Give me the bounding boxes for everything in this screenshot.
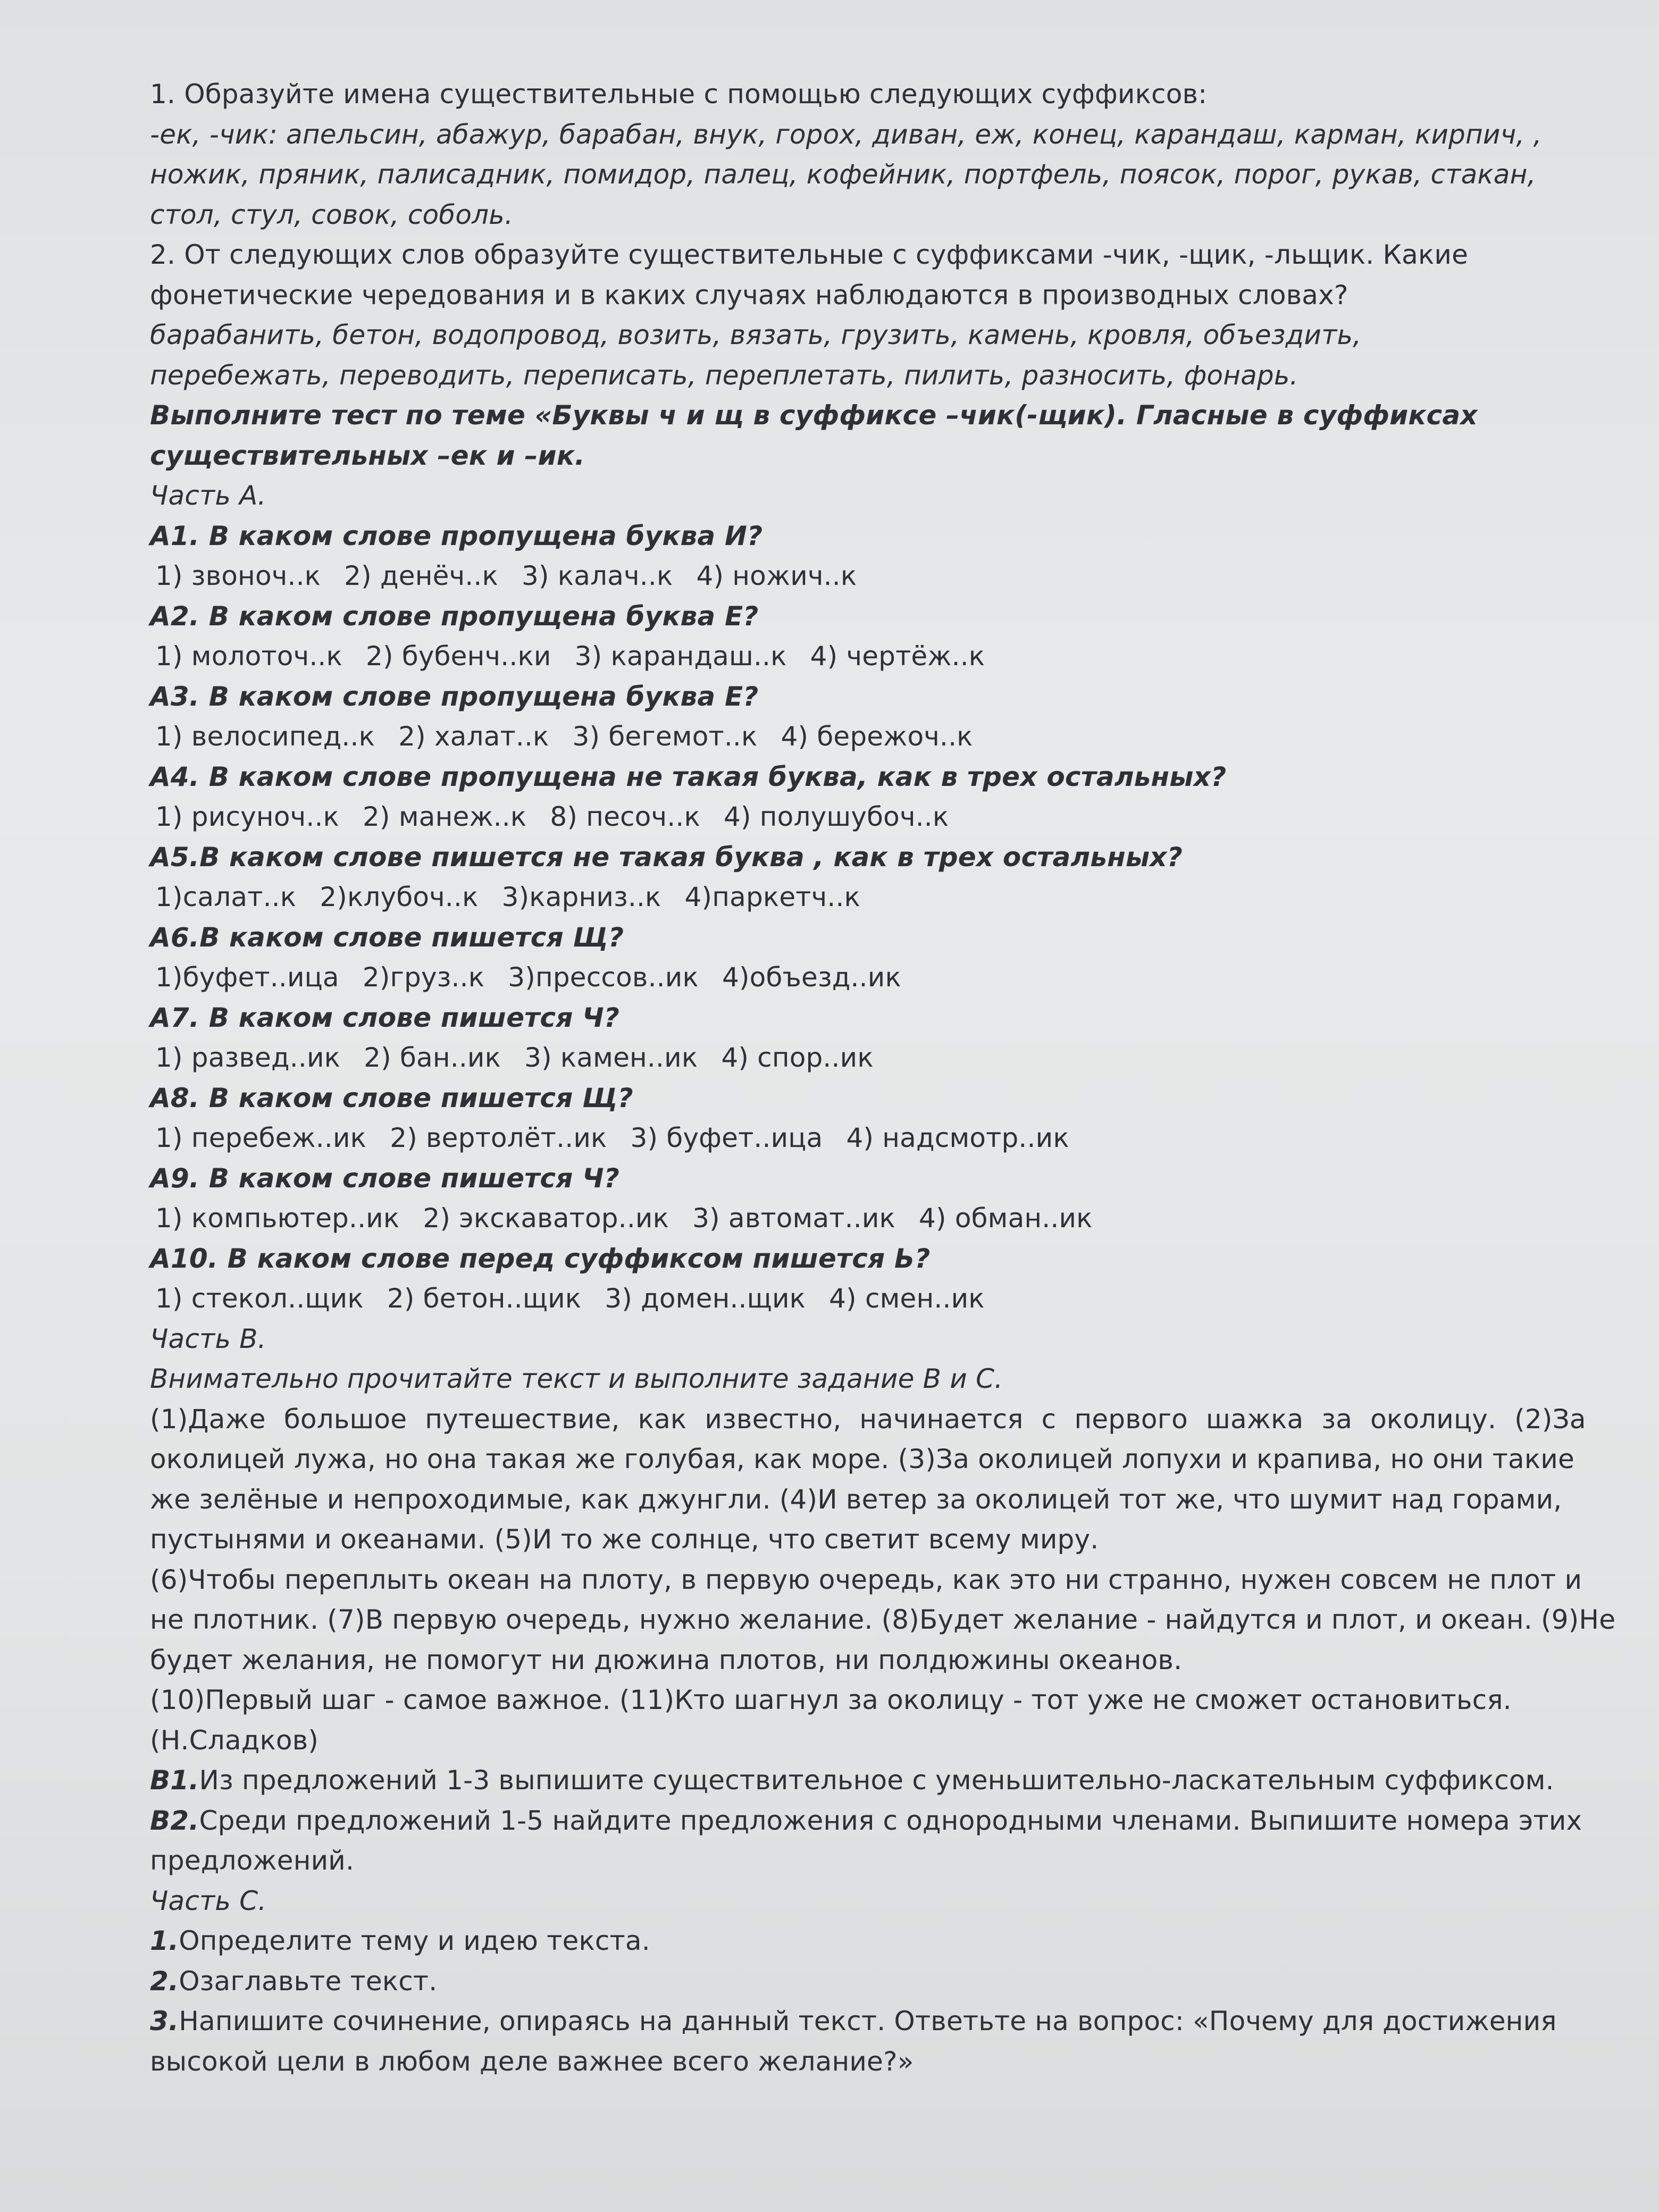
task-c1 <box>150 1921 1618 1962</box>
option: 4) полушубоч..к <box>723 801 949 832</box>
option: 2) бубенч..ки <box>366 641 551 672</box>
question-a10: А10. В каком слове перед суффиксом пишется Ь? <box>150 1243 931 1274</box>
text-line-3: же зелёные и непроходимые, как джунгли. (4)И ветер за околицей тот же, что шумит над горами, <box>150 1484 1562 1515</box>
option: 3) домен..щик <box>605 1283 806 1314</box>
option: 2) экскаватор..ик <box>423 1203 669 1234</box>
option: 8) песоч..к <box>550 801 700 832</box>
option: 1) рисуноч..к <box>155 801 339 832</box>
option: 2) манеж..к <box>363 801 527 832</box>
task-b1-text: Из предложений 1-3 выпишите существительное с уменьшительно-ласкательным суффиксом. <box>199 1765 1554 1796</box>
option: 1) стекол..щик <box>155 1283 364 1314</box>
test-title-line-2: существительных –ек и –ик. <box>150 440 585 471</box>
option: 2) бетон..щик <box>387 1283 582 1314</box>
options-a7 <box>150 1038 1618 1078</box>
option: 4) бережоч..к <box>781 721 973 752</box>
task2-words-line-2: перебежать, переводить, переписать, переплетать, пилить, разносить, фонарь. <box>150 359 1298 391</box>
option: 3) бегемот..к <box>572 721 758 752</box>
task-c2 <box>150 1962 1618 2002</box>
text-line-8: (10)Первый шаг - самое важное. (11)Кто шагнул за околицу - тот уже не сможет остановиться. <box>150 1685 1512 1715</box>
option: 1)салат..к <box>155 882 297 912</box>
task1-title: 1. Образуйте имена существительные с помощью следующих суффиксов: <box>150 79 1208 110</box>
task-c2-label: 2. <box>150 1965 179 1997</box>
option: 4) обман..ик <box>919 1203 1093 1234</box>
task-b2 <box>150 1801 1618 1841</box>
part-b-label: Часть В. <box>150 1323 266 1354</box>
option: 3) буфет..ица <box>630 1122 823 1153</box>
task2-words-line-1: барабанить, бетон, водопровод, возить, вязать, грузить, камень, кровля, объездить, <box>150 320 1362 350</box>
options-a4 <box>150 797 1618 837</box>
option: 2)груз..к <box>362 962 485 993</box>
task-c2-text: Озаглавьте текст. <box>179 1965 438 1997</box>
text-line-7: будет желания, не помогут ни дюжина плотов, ни полдюжины океанов. <box>150 1644 1183 1675</box>
task1-words-line-3: стол, стул, совок, соболь. <box>150 199 514 230</box>
option: 1) развед..ик <box>155 1042 341 1073</box>
text-line-1: (1)Даже большое путешествие, как известно, начинается с первого шажка за околицу. (2)За <box>150 1403 1586 1435</box>
option: 4) смен..ик <box>829 1283 985 1314</box>
option: 2) денёч..к <box>344 560 498 591</box>
task-c3 <box>150 2001 1618 2042</box>
option: 3)прессов..ик <box>508 962 699 993</box>
part-b-instruction: Внимательно прочитайте текст и выполните задание В и С. <box>150 1363 1003 1394</box>
option: 4) чертёж..к <box>810 641 985 672</box>
text-line-4: пустынями и океанами. (5)И то же солнце, что светит всему миру. <box>150 1524 1099 1555</box>
option: 1) компьютер..ик <box>155 1203 400 1234</box>
question-a1: А1. В каком слове пропущена буква И? <box>150 520 763 551</box>
text-author: (Н.Сладков) <box>150 1724 319 1756</box>
task2-title-line-2: фонетические чередования и в каких случаях наблюдаются в производных словах? <box>150 279 1348 311</box>
options-a2 <box>150 636 1618 677</box>
option: 1) звоноч..к <box>155 560 321 591</box>
task-b1-label: В1. <box>150 1765 199 1796</box>
options-a8 <box>150 1118 1618 1159</box>
option: 2) бан..ик <box>364 1042 501 1073</box>
option: 4) ножич..к <box>696 560 857 591</box>
question-a8: А8. В каком слове пишется Щ? <box>150 1082 633 1113</box>
options-a1 <box>150 556 1618 597</box>
task-b2-continuation: предложений. <box>150 1845 355 1876</box>
task-c1-text: Определите тему и идею текста. <box>179 1925 650 1956</box>
option: 2) халат..к <box>398 721 549 752</box>
option: 3) карандаш..к <box>574 641 787 672</box>
task-c3-label: 3. <box>150 2006 179 2037</box>
option: 4) надсмотр..ик <box>846 1122 1069 1153</box>
task1-words-line-2: ножик, пряник, палисадник, помидор, палец, кофейник, портфель, поясок, порог, рукав, стакан, <box>150 159 1536 190</box>
question-a5: А5.В каком слове пишется не такая буква , как в трех остальных? <box>150 841 1183 873</box>
options-a9 <box>150 1199 1618 1239</box>
question-a6: А6.В каком слове пишется Щ? <box>150 921 624 953</box>
option: 4)паркетч..к <box>684 882 860 912</box>
question-a7: А7. В каком слове пишется Ч? <box>150 1002 619 1033</box>
options-a5 <box>150 877 1618 918</box>
text-line-5: (6)Чтобы переплыть океан на плоту, в первую очередь, как это ни странно, нужен совсем не плот и <box>150 1564 1582 1595</box>
task2-title-line-1: 2. От следующих слов образуйте существительные с суффиксами -чик, -щик, -льщик. Какие <box>150 239 1469 270</box>
question-a3: А3. В каком слове пропущена буква Е? <box>150 681 759 712</box>
options-a10 <box>150 1279 1618 1319</box>
text-line-6: не плотник. (7)В первую очередь, нужно желание. (8)Будет желание - найдутся и плот, и океан. (9)Не <box>150 1604 1616 1635</box>
option: 1)буфет..ица <box>155 962 339 993</box>
question-a9: А9. В каком слове пишется Ч? <box>150 1162 619 1194</box>
task-b2-label: В2. <box>150 1805 199 1836</box>
option: 1) перебеж..ик <box>155 1122 367 1153</box>
options-a3 <box>150 717 1618 757</box>
option: 1) велосипед..к <box>155 721 375 752</box>
task-c1-label: 1. <box>150 1925 179 1956</box>
part-a-label: Часть А. <box>150 480 266 511</box>
option: 2)клубоч..к <box>320 882 479 912</box>
test-title-line-1: Выполните тест по теме «Буквы ч и щ в суффиксе –чик(-щик). Гласные в суффиксах <box>150 400 1478 431</box>
options-a6 <box>150 958 1618 998</box>
option: 1) молоточ..к <box>155 641 342 672</box>
task-c3-text: Напишите сочинение, опираясь на данный текст. Ответьте на вопрос: «Почему для достижения <box>179 2006 1557 2037</box>
task1-words-line-1: -ек, -чик: апельсин, абажур, барабан, внук, горох, диван, еж, конец, карандаш, карман, кирпич, , <box>150 119 1542 150</box>
option: 3) камен..ик <box>524 1042 698 1073</box>
option: 3)карниз..к <box>501 882 661 912</box>
question-a4: А4. В каком слове пропущена не такая буква, как в трех остальных? <box>150 761 1227 792</box>
task-b2-text: Среди предложений 1-5 найдите предложения с однородными членами. Выпишите номера этих <box>199 1805 1582 1836</box>
part-c-label: Часть С. <box>150 1885 267 1916</box>
option: 3) калач..к <box>522 560 673 591</box>
option: 3) автомат..ик <box>692 1203 895 1234</box>
option: 4)объезд..ик <box>722 962 901 993</box>
worksheet-content <box>150 74 1618 2082</box>
option: 4) спор..ик <box>721 1042 874 1073</box>
text-line-2: околицей лужа, но она такая же голубая, как море. (3)За околицей лопухи и крапива, но они такие <box>150 1444 1574 1474</box>
task-b1 <box>150 1761 1618 1801</box>
task-c3-continuation: высокой цели в любом деле важнее всего желание?» <box>150 2046 914 2077</box>
option: 2) вертолёт..ик <box>390 1122 607 1153</box>
question-a2: А2. В каком слове пропущена буква Е? <box>150 600 759 632</box>
